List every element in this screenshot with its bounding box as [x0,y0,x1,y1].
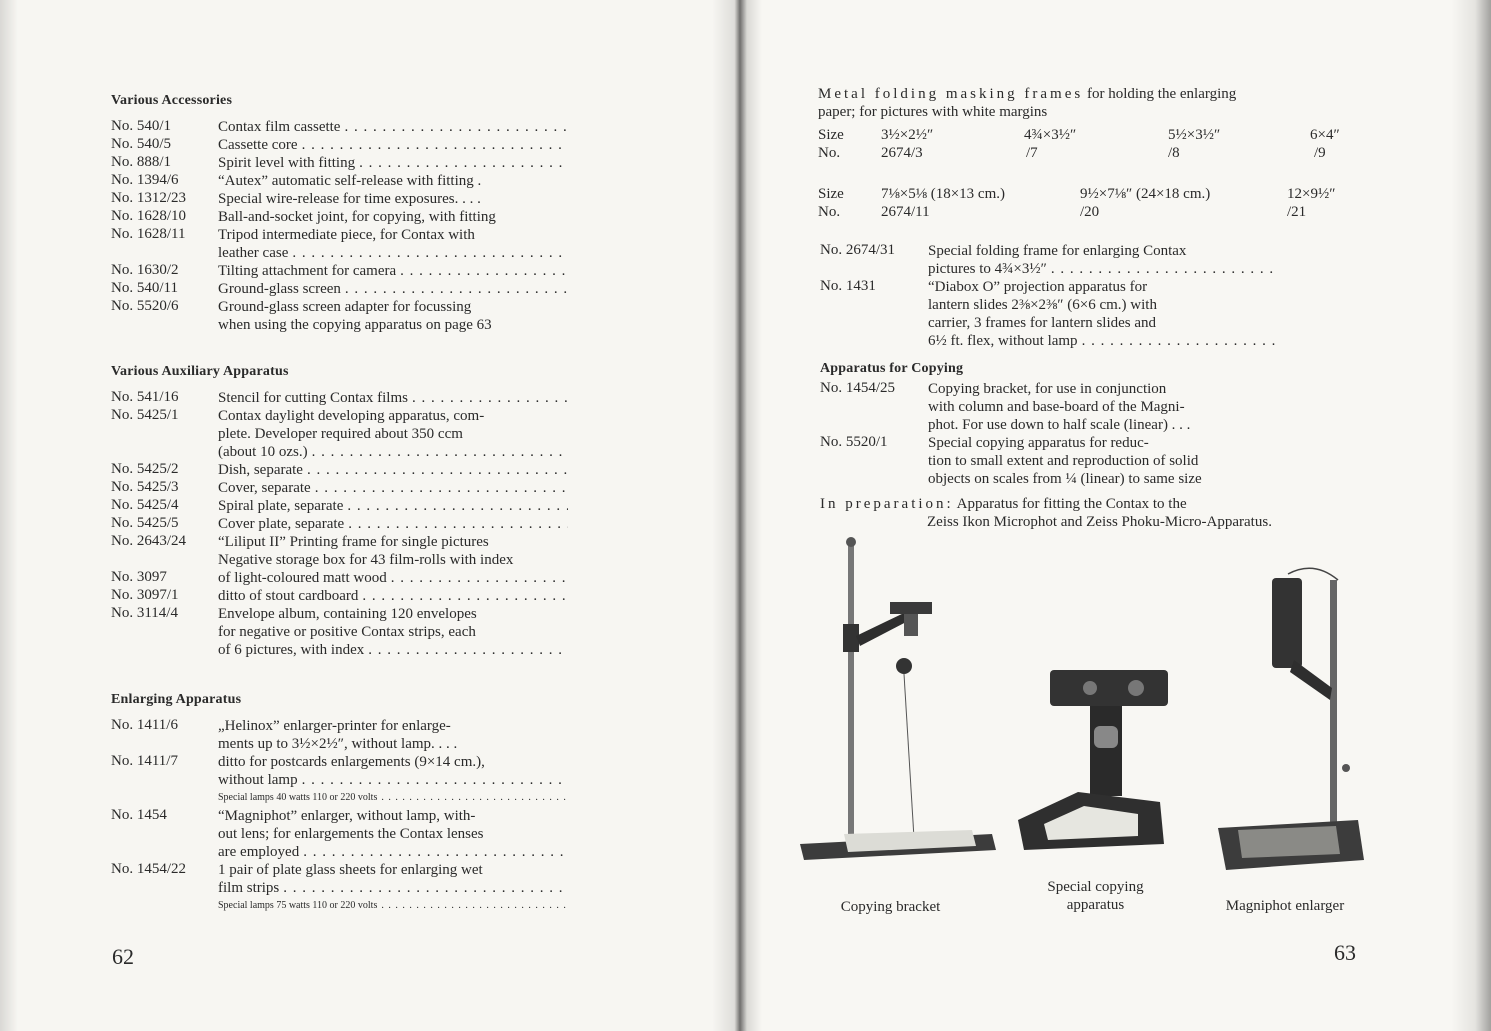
description-line: for negative or positive Contax strips, each [218,624,476,640]
description-line: Contax film cassette . . . [218,118,568,136]
catalogue-number: No. 2643/24 [111,533,186,549]
description-line: carrier, 3 frames for lantern slides and [928,315,1157,331]
item-description [218,389,568,407]
section-heading-copying: Apparatus for Copying [820,361,964,376]
catalogue-number: No. 1630/2 [111,262,179,278]
description-line: Ball-and-socket joint, for copying, with fitting [218,209,496,225]
catalogue-number: No. 2674/31 [820,242,895,258]
section-heading: Various Auxiliary Apparatus [111,364,289,379]
catalogue-number: No. 541/16 [111,389,179,405]
no-cell: /8 [1168,145,1180,161]
description-line: Cassette core . . . [218,136,568,154]
no-cell: /7 [1026,145,1038,161]
description-line: without lamp . . . [218,771,568,789]
magniphot-enlarger-photo [1214,560,1374,880]
catalogue-number: No. 540/5 [111,136,171,152]
bracket-clamp [843,624,859,652]
description-line: Special folding frame for enlarging Contax [928,243,1187,259]
column-knob [846,537,856,547]
size-cell: 3½×2½″ [881,127,934,143]
description-line: Contax daylight developing apparatus, com- [218,408,485,424]
catalogue-number: No. 1454/22 [111,861,186,877]
item-description [218,717,568,753]
item-description [218,136,568,154]
catalogue-number: No. 3097 [111,569,167,585]
masking-frames-intro-rest: for holding the enlarging [1086,86,1237,102]
description-line: when using the copying apparatus on page 63 [218,317,492,333]
description-line: of light-coloured matt wood . . . [218,569,568,587]
catalogue-number: No. 1628/10 [111,208,186,224]
enlarger-column [1330,580,1337,850]
catalogue-number: No. 5425/5 [111,515,179,531]
item-description [218,861,568,897]
description-line: objects on scales from ¼ (linear) to same size [928,471,1202,487]
copying-bracket-photo [796,534,1026,874]
item-description [218,515,568,533]
item-description [928,242,1278,278]
catalogue-number: No. 1394/6 [111,172,179,188]
catalogue-number: No. 1411/6 [111,717,178,733]
masking-frames-title: Metal folding masking frames [818,86,1084,102]
item-description [928,278,1278,350]
description-line: plete. Developer required about 350 ccm [218,426,463,442]
description-line: with column and base-board of the Magni- [928,399,1185,415]
no-cell: /9 [1314,145,1326,161]
page-edge-shadow [1451,0,1491,1031]
lamp-housing [1272,578,1302,668]
catalogue-number: No. 3097/1 [111,587,179,603]
special-copying-apparatus-photo [1014,650,1174,870]
description-line: Special lamps 75 watts 110 or 220 volts . . . [218,897,568,915]
catalogue-number: No. 5520/1 [820,434,888,450]
masking-frames-intro-line2: paper; for pictures with white margins [818,104,1048,120]
description-line: leather case . . . [218,244,568,262]
description-line: are employed . . . [218,843,568,861]
size-cell: 5½×3½″ [1168,127,1221,143]
item-description [218,533,568,569]
in-preparation-line2: Zeiss Ikon Microphot and Zeiss Phoku-Micro-Apparatus. [927,514,1272,530]
size-label: Size [818,186,844,202]
caption-special-copying-line1: Special copying [1047,879,1144,895]
catalogue-number: No. 540/11 [111,280,178,296]
column-rod [848,544,854,834]
description-line: “Liliput II” Printing frame for single pictures [218,534,489,550]
in-preparation-note [820,496,1187,513]
item-description [218,479,568,497]
description-line: phot. For use down to half scale (linear) . . . [928,417,1191,433]
description-line: lantern slides 2⅜×2⅜″ (6×6 cm.) with [928,297,1157,313]
book-gutter [712,0,762,1031]
description-line: Ground-glass screen adapter for focussing [218,299,472,315]
caption-copying-bracket: Copying bracket [840,899,941,915]
in-preparation-text: Apparatus for fitting the Contax to the [956,496,1187,512]
description-line: Special copying apparatus for reduc- [928,435,1149,451]
cable-switch [1342,764,1350,772]
description-line: tion to small extent and reproduction of solid [928,453,1199,469]
item-description [218,280,568,298]
no-cell: 2674/11 [881,204,930,220]
description-line: „Helinox” enlarger-printer for enlarge- [218,718,451,734]
catalogue-number: No. 5425/3 [111,479,179,495]
catalogue-number: No. 3114/4 [111,605,178,621]
item-description [218,262,568,280]
description-line: Stencil for cutting Contax films . . . [218,389,568,407]
description-line: “Autex” automatic self-release with fitting . [218,173,482,189]
catalogue-number: No. 5425/4 [111,497,179,513]
no-label: No. [818,204,841,220]
description-line: Negative storage box for 43 film-rolls with index [218,552,514,568]
item-description [218,569,568,587]
cable [904,674,914,838]
description-line: Tilting attachment for camera . . . [218,262,568,280]
description-line: Cover plate, separate . . . [218,515,568,533]
no-label: No. [818,145,841,161]
item-description [218,753,568,789]
description-line: Ground-glass screen . . . [218,280,568,298]
description-line: Cover, separate . . . [218,479,568,497]
catalogue-number: No. 1454/25 [820,380,895,396]
description-line: Envelope album, containing 120 envelopes [218,606,477,622]
no-cell: /21 [1287,204,1307,220]
knob [1128,680,1144,696]
item-description [218,587,568,605]
item-description [218,208,568,226]
item-description [218,605,568,659]
item-description [218,298,568,334]
item-description [218,789,568,807]
item-description [928,380,1278,434]
description-line: Dish, separate . . . [218,461,568,479]
description-line: ditto of stout cardboard . . . [218,587,568,605]
description-line: Special lamps 40 watts 110 or 220 volts . . . [218,789,568,807]
description-line: ditto for postcards enlargements (9×14 cm.), [218,754,485,770]
item-description [218,226,568,262]
item-description [218,154,568,172]
catalogue-number: No. 1431 [820,278,876,294]
bracket-arm [856,612,910,646]
camera-mount [890,602,932,614]
description-line: Spiral plate, separate . . . [218,497,568,515]
catalogue-number: No. 1411/7 [111,753,178,769]
item-description [218,897,568,915]
catalogue-number: No. 1312/23 [111,190,186,206]
catalogue-number: No. 540/1 [111,118,171,134]
item-description [218,190,568,208]
description-line: of 6 pictures, with index . . . [218,641,568,659]
item-description [218,497,568,515]
description-line: “Diabox O” projection apparatus for [928,279,1148,295]
no-cell: 2674/3 [881,145,923,161]
camera-head [1050,670,1168,706]
section-heading: Various Accessories [111,93,233,108]
no-cell: /20 [1080,204,1100,220]
caption-special-copying [1018,878,1173,914]
page-edge-shadow [0,0,18,1031]
item-description [218,807,568,861]
description-line: 1 pair of plate glass sheets for enlarging wet [218,862,483,878]
catalogue-number: No. 1628/11 [111,226,186,242]
page-number-right: 63 [1334,940,1356,965]
knob [1083,681,1097,695]
size-cell: 7⅛×5⅛ (18×13 cm.) [881,186,1005,202]
lens [1094,726,1118,748]
item-description [218,172,568,190]
description-line: ments up to 3½×2½″, without lamp. . . . [218,736,458,752]
apparatus-column [1090,706,1122,796]
masking-frames-intro [818,86,1236,103]
catalogue-number: No. 1454 [111,807,167,823]
caption-special-copying-line2: apparatus [1066,897,1125,913]
catalogue-number: No. 5520/6 [111,298,179,314]
item-description [928,434,1278,488]
in-preparation-label: In preparation: [820,496,954,512]
description-line: Copying bracket, for use in conjunction [928,381,1167,397]
page-number-left: 62 [112,944,134,969]
item-description [218,461,568,479]
description-line: Spirit level with fitting . . . [218,154,568,172]
size-cell: 4¾×3½″ [1024,127,1077,143]
item-description [218,407,568,461]
size-label: Size [818,127,844,143]
enlarging-paper [1238,826,1340,858]
size-cell: 12×9½″ [1287,186,1336,202]
description-line: “Magniphot” enlarger, without lamp, with- [218,808,476,824]
caption-magniphot-enlarger: Magniphot enlarger [1225,898,1345,914]
size-cell: 9½×7⅛″ (24×18 cm.) [1080,186,1211,202]
description-line: out lens; for enlargements the Contax lenses [218,826,484,842]
catalogue-number: No. 888/1 [111,154,171,170]
enlarger-arm [1290,660,1332,700]
size-cell: 6×4″ [1310,127,1340,143]
section-heading: Enlarging Apparatus [111,692,242,707]
description-line: pictures to 4¾×3½″ . . . [928,260,1278,278]
pulley-wheel [896,658,912,674]
catalogue-number: No. 5425/2 [111,461,179,477]
catalogue-number: No. 5425/1 [111,407,179,423]
item-description [218,118,568,136]
description-line: 6½ ft. flex, without lamp . . . [928,332,1278,350]
description-line: Special wire-release for time exposures. . . . [218,191,481,207]
description-line: (about 10 ozs.) . . . [218,443,568,461]
description-line: film strips . . . [218,879,568,897]
description-line: Tripod intermediate piece, for Contax with [218,227,475,243]
lens-holder [904,614,918,636]
